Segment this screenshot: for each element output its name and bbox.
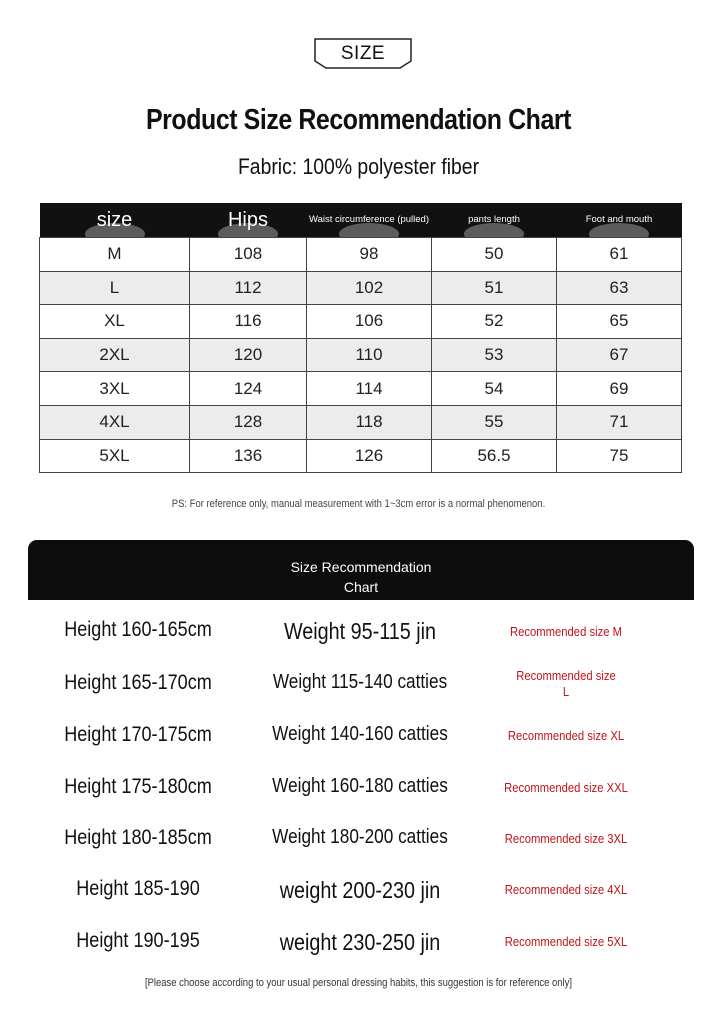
- table-cell: 3XL: [40, 372, 190, 406]
- height-range: Height 160-165cm: [64, 618, 212, 641]
- footer-disclaimer: [Please choose according to your usual personal dressing habits, this suggestion is for reference only]: [144, 977, 572, 989]
- recommendation-row: [0, 671, 717, 711]
- size-badge: [312, 37, 414, 70]
- table-cell: 69: [557, 372, 682, 406]
- height-range: Height 185-190: [76, 877, 200, 900]
- table-cell: 63: [557, 271, 682, 305]
- weight-range: Weight 115-140 catties: [272, 671, 448, 693]
- recommendation-row: [0, 929, 717, 969]
- weight-range: weight 200-230 jin: [279, 877, 441, 903]
- table-cell: 71: [557, 405, 682, 439]
- weight-range: Weight 180-200 catties: [272, 826, 448, 848]
- table-cell: 120: [190, 338, 307, 372]
- table-cell: 50: [432, 238, 557, 272]
- height-range: Height 175-180cm: [64, 775, 212, 798]
- recommendation-row: [0, 775, 717, 815]
- header-hips: Hips: [190, 203, 307, 238]
- table-cell: 110: [307, 338, 432, 372]
- table-cell: L: [40, 271, 190, 305]
- table-cell: 136: [190, 439, 307, 473]
- recommended-size: Recommended size L: [516, 669, 616, 699]
- table-cell: 108: [190, 238, 307, 272]
- recommended-size: Recommended size M: [510, 625, 622, 639]
- recommendation-row: [0, 618, 717, 658]
- recommendation-row: [0, 877, 717, 917]
- table-row: [40, 238, 682, 272]
- table-cell: XL: [40, 305, 190, 339]
- table-cell: 106: [307, 305, 432, 339]
- header-waist: Waist circumference (pulled): [307, 203, 432, 238]
- table-cell: 124: [190, 372, 307, 406]
- weight-range: Weight 140-160 catties: [272, 723, 448, 745]
- table-row: [40, 439, 682, 473]
- table-cell: 102: [307, 271, 432, 305]
- fabric-subtitle: Fabric: 100% polyester fiber: [237, 154, 480, 179]
- table-row: [40, 405, 682, 439]
- table-cell: 55: [432, 405, 557, 439]
- table-cell: 4XL: [40, 405, 190, 439]
- weight-range: Weight 160-180 catties: [272, 775, 448, 797]
- table-cell: 61: [557, 238, 682, 272]
- table-cell: M: [40, 238, 190, 272]
- table-cell: 98: [307, 238, 432, 272]
- height-range: Height 180-185cm: [64, 826, 212, 849]
- table-cell: 56.5: [432, 439, 557, 473]
- measurement-note: PS: For reference only, manual measurement with 1~3cm error is a normal phenomenon.: [171, 498, 546, 510]
- table-cell: 126: [307, 439, 432, 473]
- table-cell: 116: [190, 305, 307, 339]
- recommendation-header: [28, 540, 694, 600]
- height-range: Height 165-170cm: [64, 671, 212, 694]
- table-cell: 67: [557, 338, 682, 372]
- recommended-size: Recommended size XXL: [504, 781, 628, 795]
- table-cell: 51: [432, 271, 557, 305]
- table-cell: 118: [307, 405, 432, 439]
- table-cell: 112: [190, 271, 307, 305]
- table-cell: 65: [557, 305, 682, 339]
- height-range: Height 190-195: [76, 929, 200, 952]
- size-table-header: [40, 203, 682, 238]
- recommended-size: Recommended size XL: [507, 729, 625, 743]
- recommended-size: Recommended size 4XL: [504, 883, 628, 897]
- header-foot-mouth: Foot and mouth: [557, 203, 682, 238]
- page-title: Product Size Recommendation Chart: [145, 104, 572, 136]
- table-cell: 128: [190, 405, 307, 439]
- table-cell: 52: [432, 305, 557, 339]
- recommendation-header-label: Size Recommendation Chart: [290, 559, 432, 595]
- table-row: [40, 338, 682, 372]
- table-cell: 114: [307, 372, 432, 406]
- weight-range: weight 230-250 jin: [279, 929, 441, 955]
- size-table: [39, 203, 682, 473]
- recommended-size: Recommended size 3XL: [504, 832, 628, 846]
- table-row: [40, 372, 682, 406]
- table-cell: 53: [432, 338, 557, 372]
- recommendation-row: [0, 826, 717, 866]
- header-size: size: [40, 203, 190, 238]
- table-row: [40, 271, 682, 305]
- table-cell: 5XL: [40, 439, 190, 473]
- recommended-size: Recommended size 5XL: [504, 935, 628, 949]
- height-range: Height 170-175cm: [64, 723, 212, 746]
- weight-range: Weight 95-115 jin: [283, 618, 437, 644]
- recommendation-row: [0, 723, 717, 763]
- badge-label: SIZE: [340, 43, 386, 64]
- table-cell: 54: [432, 372, 557, 406]
- table-cell: 75: [557, 439, 682, 473]
- table-row: [40, 305, 682, 339]
- header-pants-length: pants length: [432, 203, 557, 238]
- table-cell: 2XL: [40, 338, 190, 372]
